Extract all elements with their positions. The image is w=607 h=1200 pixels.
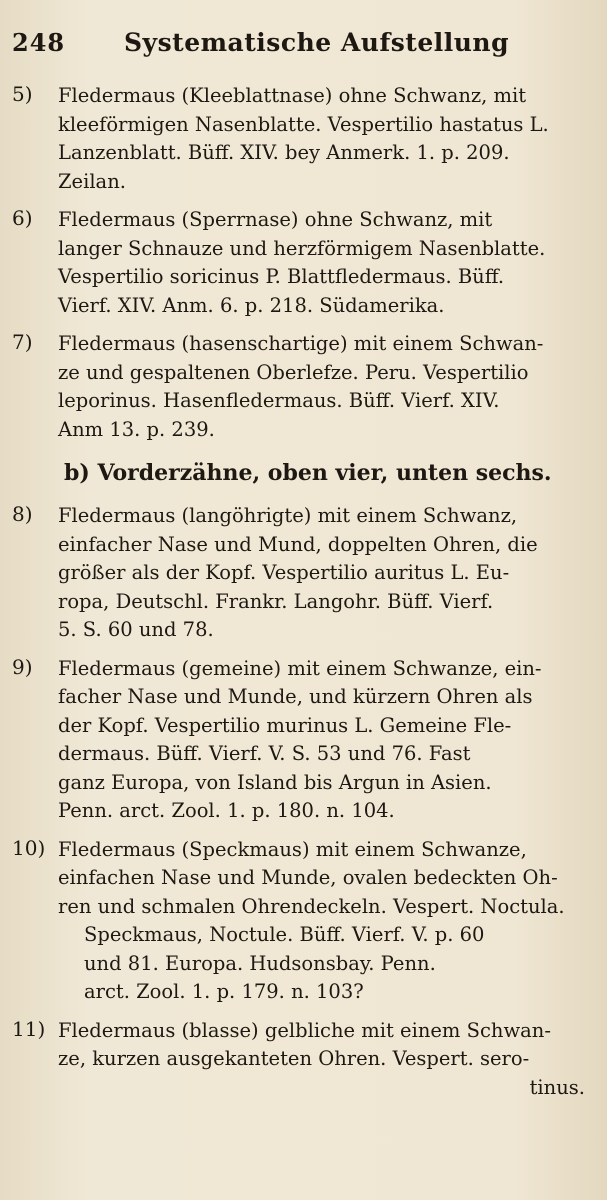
entry-line: ganz Europa, von Island bis Argun in Asien. [58,770,492,794]
section-heading: b) Vorderzähne, oben vier, unten sechs. [64,460,552,486]
entry-5 [12,82,589,196]
entry-number: 6) [12,206,33,230]
entry-line: einfachen Nase und Munde, ovalen bedeckten Oh- [58,866,558,889]
entry-8 [12,502,589,645]
entry-line: Fledermaus (Kleeblattnase) ohne Schwanz, mit [58,84,527,107]
entry-line: einfacher Nase und Mund, doppelten Ohren, die [58,532,538,556]
running-title: Systematische Aufstellung [124,28,510,57]
entry-line: Fledermaus (hasenschartige) mit einem Schwan- [58,332,544,355]
entry-line: Fledermaus (blasse) gelbliche mit einem Schwan- [58,1018,551,1042]
entry-line: ren und schmalen Ohrendeckeln. Vespert. Noctula. [58,894,565,918]
entry-line: Fledermaus (langöhrigte) mit einem Schwanz, [58,504,518,527]
entry-line: und 81. Europa. Hudsonsbay. Penn. [84,951,436,975]
entry-line: Vierf. XIV. Anm. 6. p. 218. Südamerika. [58,293,445,317]
entry-number: 8) [12,502,33,526]
entries-lower [12,502,589,1102]
entry-line: der Kopf. Vespertilio murinus L. Gemeine Fle- [58,713,512,737]
page-number: 248 [12,28,66,57]
entry-11 [12,1017,589,1103]
entry-line: Zeilan. [58,169,126,193]
entry-line: facher Nase und Munde, und kürzern Ohren als [58,685,533,708]
entry-line: Penn. arct. Zool. 1. p. 180. n. 104. [58,799,395,822]
entry-line: dermaus. Büff. Vierf. V. S. 53 und 76. Fast [58,742,471,765]
entry-10 [12,836,589,1007]
entry-line: Fledermaus (Sperrnase) ohne Schwanz, mit [58,208,493,231]
entry-line: langer Schnauze und herzförmigem Nasenblatte. [58,236,546,260]
entry-7 [12,330,589,444]
entry-number: 7) [12,330,33,354]
entry-line: Fledermaus (gemeine) mit einem Schwanze, ein- [58,656,542,680]
entry-line: Lanzenblatt. Büff. XIV. bey Anmerk. 1. p. 209. [58,141,510,164]
entry-line: tinus. [529,1075,585,1099]
entry-number: 5) [12,82,33,106]
entries-upper [12,82,589,444]
entry-line: Anm 13. p. 239. [58,417,215,441]
entry-line: arct. Zool. 1. p. 179. n. 103? [84,980,364,1003]
entry-line: kleeförmigen Nasenblatte. Vespertilio hastatus L. [58,112,549,136]
entry-line: ropa, Deutschl. Frankr. Langohr. Büff. Vierf. [58,589,494,613]
entry-number: 10) [12,835,46,860]
entry-6 [12,206,589,320]
entry-line: ze, kurzen ausgekanteten Ohren. Vespert. sero- [58,1047,530,1070]
entry-9 [12,655,589,826]
entry-line: Speckmaus, Noctule. Büff. Vierf. V. p. 60 [84,923,485,946]
entry-line: ze und gespaltenen Oberlefze. Peru. Vespertilio [58,360,529,384]
entry-line: größer als der Kopf. Vespertilio auritus L. Eu- [58,561,510,584]
entry-line: leporinus. Hasenfledermaus. Büff. Vierf. XIV. [58,389,500,412]
entry-number: 11) [12,1016,46,1041]
entry-line: Fledermaus (Speckmaus) mit einem Schwanze, [58,837,527,861]
entry-number: 9) [12,654,33,679]
page-header [12,28,589,72]
entry-line: 5. S. 60 und 78. [58,618,214,641]
entry-line: Vespertilio soricinus P. Blattfledermaus. Büff. [58,265,505,288]
